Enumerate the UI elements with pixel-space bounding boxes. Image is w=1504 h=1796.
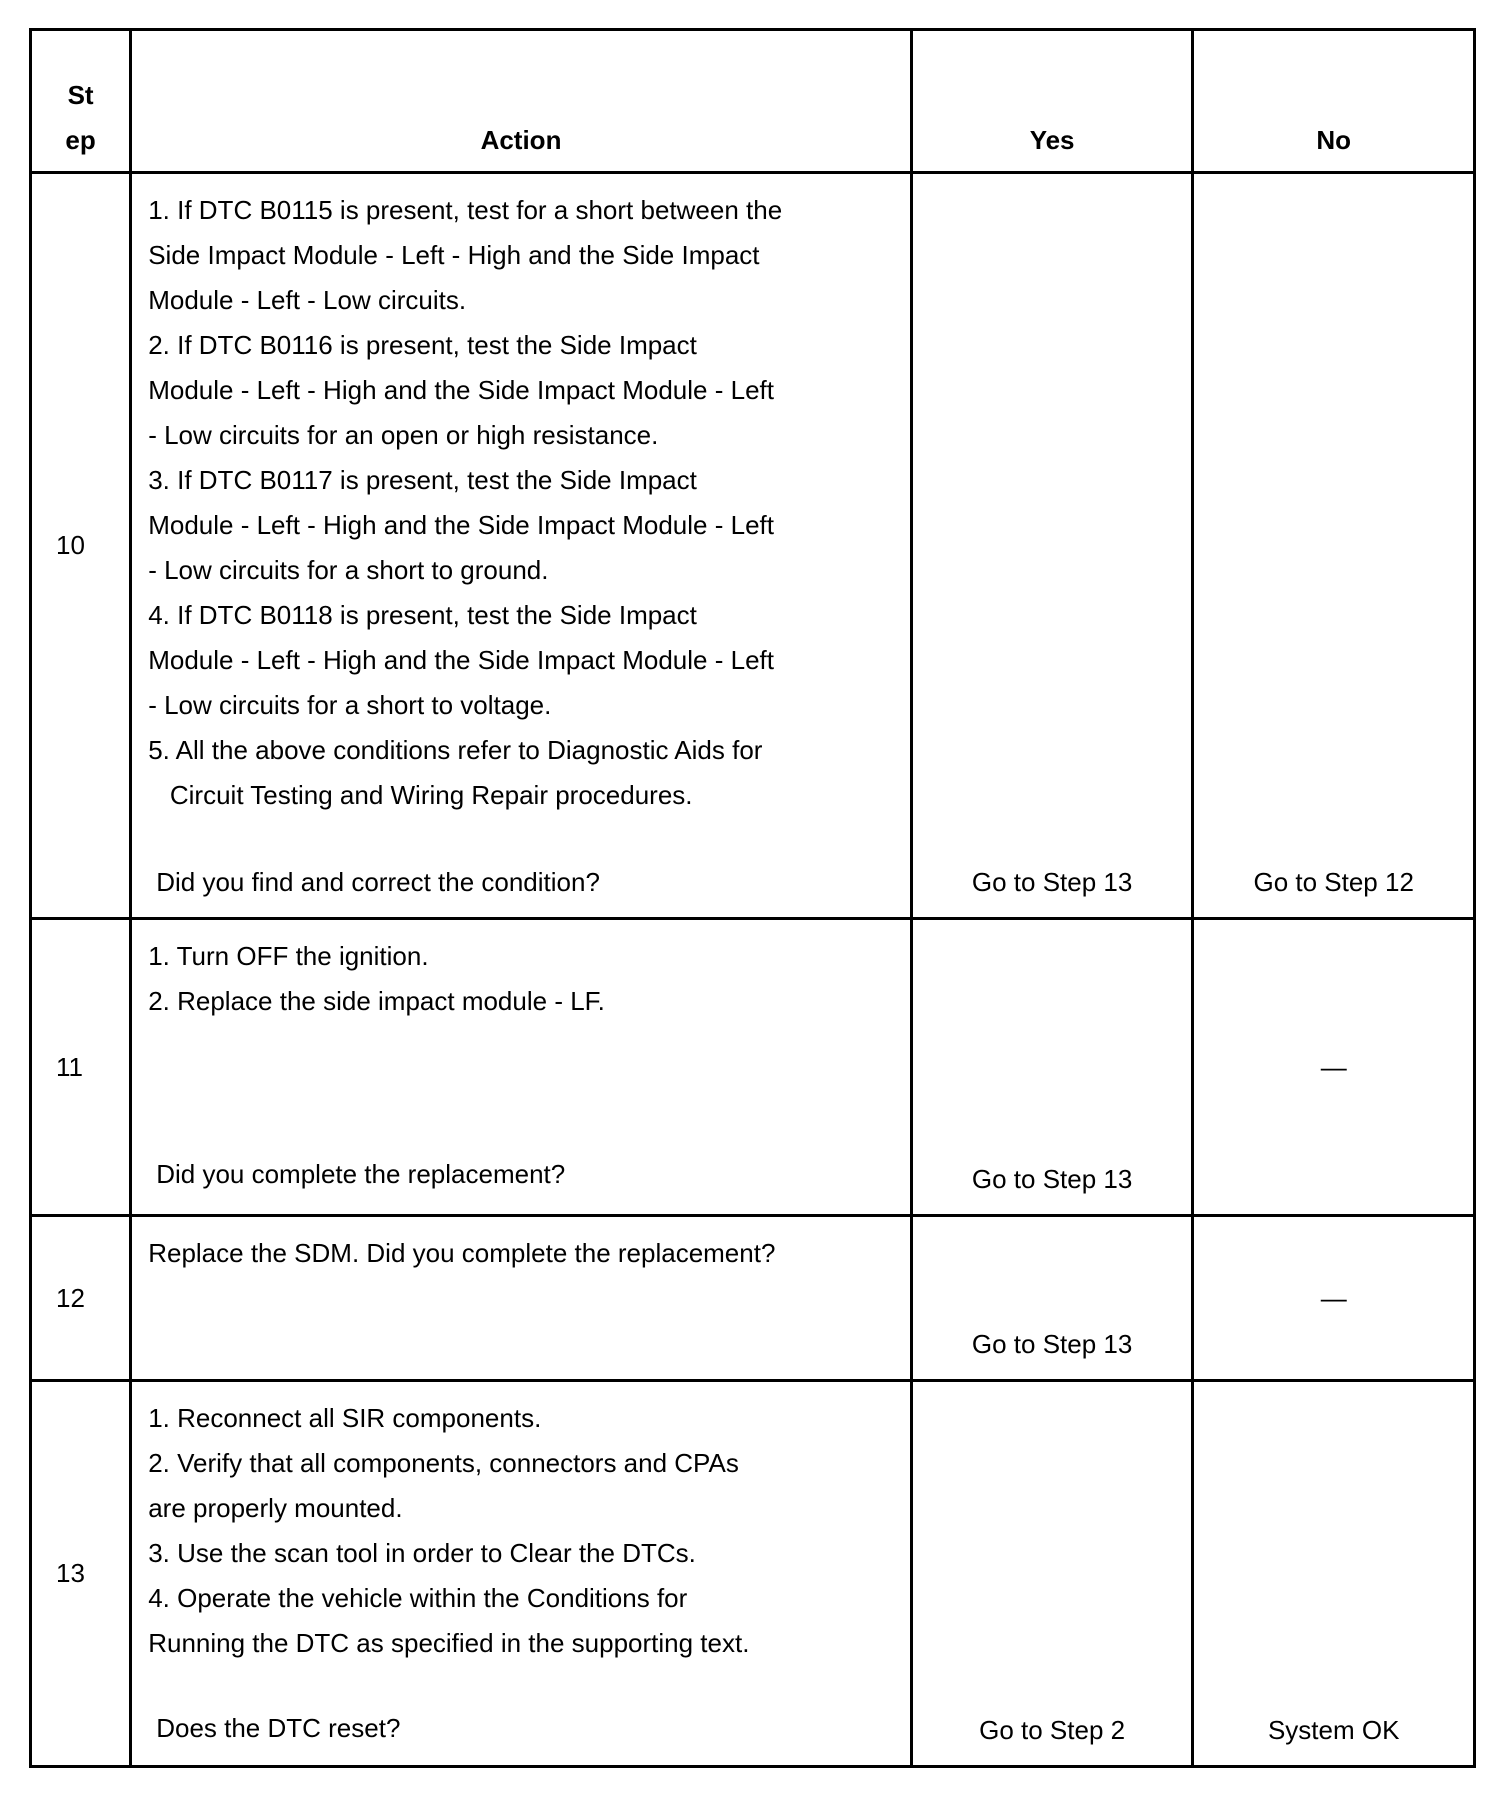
action-cell bbox=[131, 919, 912, 1216]
action-question: Did you complete the replacement? bbox=[156, 1159, 566, 1189]
header-no: No bbox=[1193, 30, 1475, 173]
diagnostic-table bbox=[29, 28, 1476, 1768]
action-line: - Low circuits for an open or high resistance. bbox=[148, 420, 659, 450]
action-line: 5. All the above conditions refer to Diagnostic Aids for bbox=[148, 735, 763, 765]
yes-result: Go to Step 13 bbox=[911, 1216, 1193, 1381]
action-line: - Low circuits for a short to ground. bbox=[148, 555, 549, 585]
action-line: Module - Left - High and the Side Impact Module - Left bbox=[148, 645, 774, 675]
action-line: - Low circuits for a short to voltage. bbox=[148, 690, 552, 720]
action-cell bbox=[131, 1381, 912, 1767]
action-line: 1. Turn OFF the ignition. bbox=[148, 941, 429, 971]
header-step-line2: ep bbox=[65, 125, 96, 155]
step-number: 13 bbox=[31, 1381, 131, 1767]
header-step-line1: St bbox=[67, 80, 94, 110]
action-line: Side Impact Module - Left - High and the Side Impact bbox=[148, 240, 760, 270]
action-line: Running the DTC as specified in the supporting text. bbox=[148, 1628, 750, 1658]
action-line: 4. Operate the vehicle within the Conditions for bbox=[148, 1583, 688, 1613]
action-line: 1. If DTC B0115 is present, test for a short between the bbox=[148, 195, 783, 225]
table-row bbox=[31, 173, 1475, 919]
action-cell bbox=[131, 1216, 912, 1381]
yes-result: Go to Step 13 bbox=[911, 173, 1193, 919]
yes-result: Go to Step 13 bbox=[911, 919, 1193, 1216]
action-line: 3. If DTC B0117 is present, test the Side Impact bbox=[148, 465, 697, 495]
yes-result: Go to Step 2 bbox=[911, 1381, 1193, 1767]
action-line: 4. If DTC B0118 is present, test the Side Impact bbox=[148, 600, 697, 630]
table-row bbox=[31, 1381, 1475, 1767]
action-question: Does the DTC reset? bbox=[156, 1713, 401, 1743]
no-result: System OK bbox=[1193, 1381, 1475, 1767]
action-line: 2. Verify that all components, connectors and CPAs bbox=[148, 1448, 739, 1478]
action-line: 2. If DTC B0116 is present, test the Side Impact bbox=[148, 330, 697, 360]
header-step bbox=[31, 30, 131, 173]
no-result: — bbox=[1193, 1216, 1475, 1381]
table-row bbox=[31, 1216, 1475, 1381]
action-cell bbox=[131, 173, 912, 919]
action-line: Module - Left - High and the Side Impact Module - Left bbox=[148, 510, 774, 540]
table-row bbox=[31, 919, 1475, 1216]
step-number: 10 bbox=[31, 173, 131, 919]
action-line: Circuit Testing and Wiring Repair procedures. bbox=[148, 780, 693, 810]
action-line: 1. Reconnect all SIR components. bbox=[148, 1403, 542, 1433]
header-row bbox=[31, 30, 1475, 173]
header-yes: Yes bbox=[911, 30, 1193, 173]
header-action: Action bbox=[131, 30, 912, 173]
action-line: 2. Replace the side impact module - LF. bbox=[148, 986, 605, 1016]
action-line: are properly mounted. bbox=[148, 1493, 403, 1523]
action-question: Did you find and correct the condition? bbox=[156, 867, 600, 897]
step-number: 12 bbox=[31, 1216, 131, 1381]
no-result: — bbox=[1193, 919, 1475, 1216]
no-result: Go to Step 12 bbox=[1193, 173, 1475, 919]
step-number: 11 bbox=[31, 919, 131, 1216]
action-line: 3. Use the scan tool in order to Clear the DTCs. bbox=[148, 1538, 696, 1568]
action-line: Module - Left - Low circuits. bbox=[148, 285, 467, 315]
action-line: Module - Left - High and the Side Impact Module - Left bbox=[148, 375, 774, 405]
action-line: Replace the SDM. Did you complete the replacement? bbox=[148, 1238, 776, 1268]
